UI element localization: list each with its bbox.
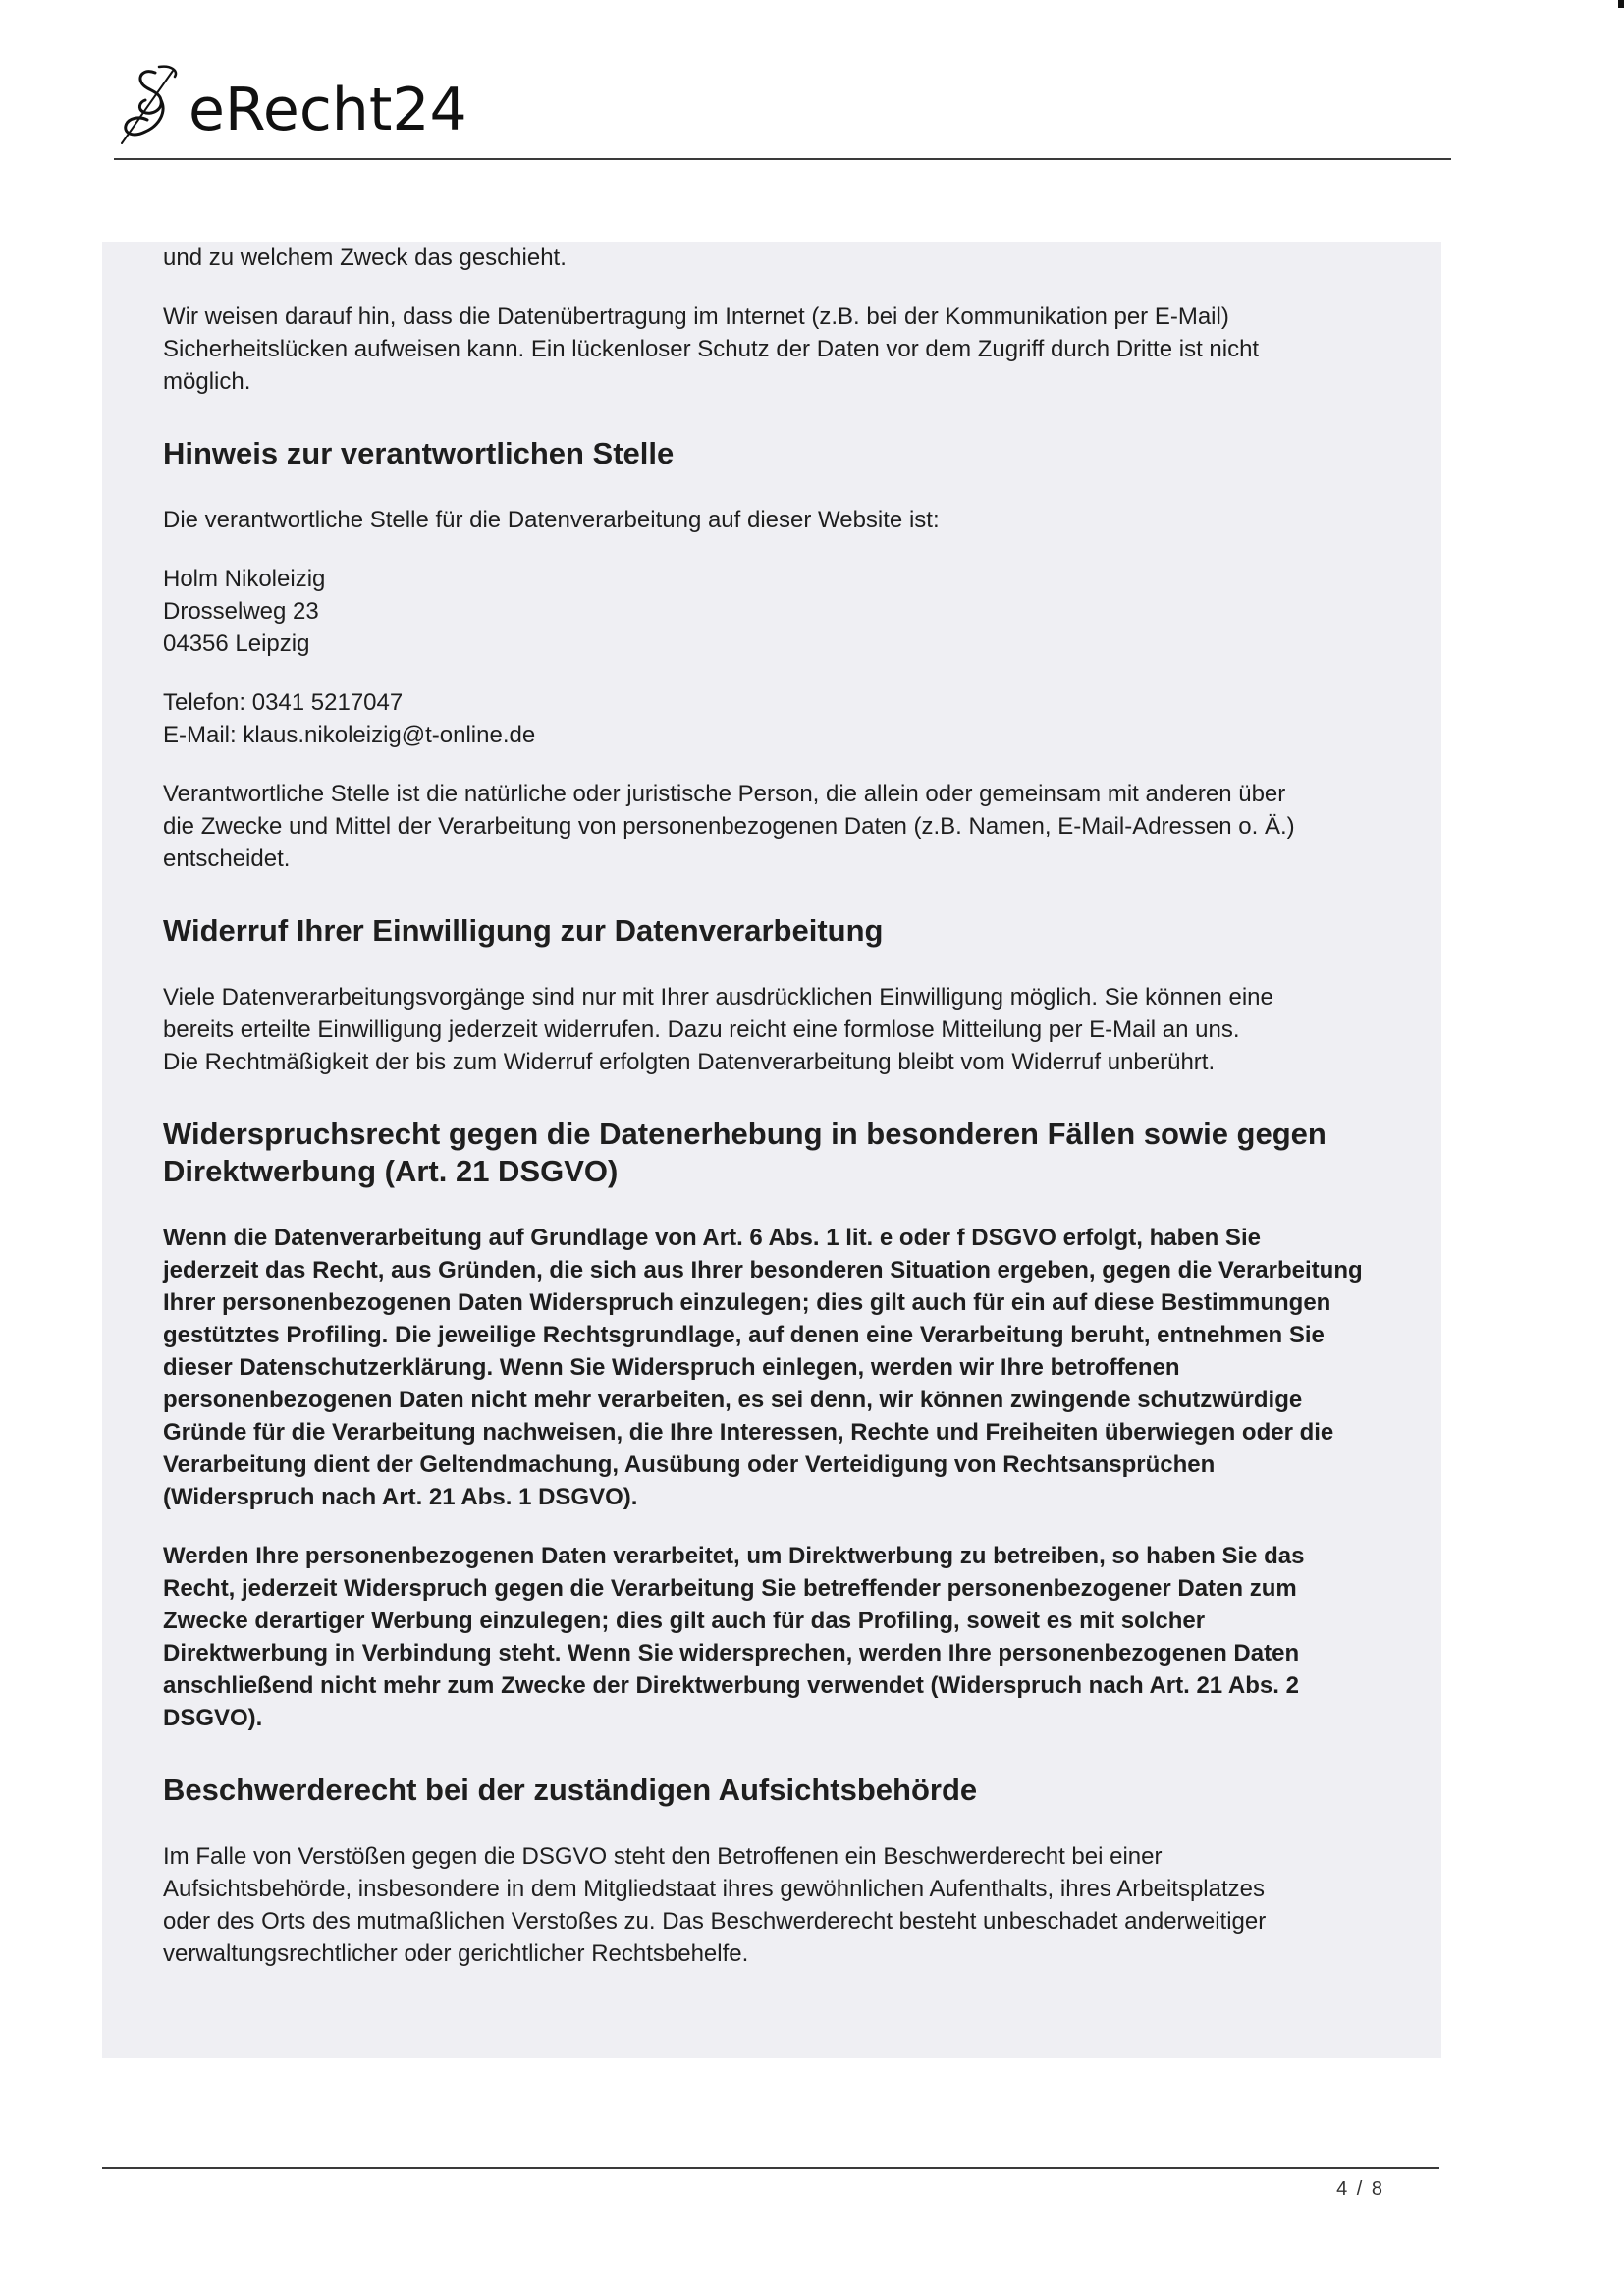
section-heading-objection xyxy=(163,1116,1400,1190)
responsible-city: 04356 Leipzig xyxy=(163,630,310,657)
text-line: verwaltungsrechtlicher oder gerichtlicher Rechtsbehelfe. xyxy=(163,1940,749,1967)
text-line: Wir weisen darauf hin, dass die Datenübertragung im Internet (z.B. bei der Kommunikation per E-Mail) xyxy=(163,303,1229,330)
objection-paragraph-2 xyxy=(163,1540,1400,1734)
heading-line: Direktwerbung (Art. 21 DSGVO) xyxy=(163,1154,619,1188)
text-line: oder des Orts des mutmaßlichen Verstoßes zu. Das Beschwerderecht besteht unbeschadet anderweitiger xyxy=(163,1908,1267,1935)
text-line: Sicherheitslücken aufweisen kann. Ein lückenloser Schutz der Daten vor dem Zugriff durch Dritte ist nicht xyxy=(163,336,1260,362)
erecht24-logo xyxy=(116,61,467,149)
text-line: Verarbeitung dient der Geltendmachung, Ausübung oder Verteidigung von Rechtsansprüchen xyxy=(163,1451,1216,1478)
paragraph-logo-icon xyxy=(116,61,185,149)
text-line: Zwecke derartiger Werbung einzulegen; dies gilt auch für das Profiling, soweit es mit solcher xyxy=(163,1608,1206,1634)
text-line: Ihrer personenbezogenen Daten Widerspruch einzulegen; dies gilt auch für ein auf diese Bestimmungen xyxy=(163,1289,1331,1316)
text-line: die Zwecke und Mittel der Verarbeitung von personenbezogenen Daten (z.B. Namen, E-Mail-Adressen o. Ä.) xyxy=(163,813,1295,840)
text-line: Direktwerbung in Verbindung steht. Wenn Sie widersprechen, werden Ihre personenbezogenen Daten xyxy=(163,1640,1300,1667)
page-number: 4 / 8 xyxy=(1336,2178,1384,2200)
responsible-phone: Telefon: 0341 5217047 xyxy=(163,689,404,716)
text-line: Werden Ihre personenbezogenen Daten verarbeitet, um Direktwerbung zu betreiben, so haben Sie das xyxy=(163,1543,1305,1569)
text-line: DSGVO). xyxy=(163,1705,263,1731)
intro-fragment: und zu welchem Zweck das geschieht. xyxy=(163,245,567,271)
text-line: Recht, jederzeit Widerspruch gegen die Verarbeitung Sie betreffender personenbezogener Daten zum xyxy=(163,1575,1297,1602)
text-line: personenbezogenen Daten nicht mehr verarbeiten, es sei denn, wir können zwingende schutzwürdige xyxy=(163,1387,1303,1413)
header-divider xyxy=(114,158,1451,160)
text-line: dieser Datenschutzerklärung. Wenn Sie Widerspruch einlegen, werden wir Ihre betroffenen xyxy=(163,1354,1180,1381)
text-line: entscheidet. xyxy=(163,846,291,872)
responsible-name: Holm Nikoleizig xyxy=(163,566,326,592)
text-line: Verantwortliche Stelle ist die natürliche oder juristische Person, die allein oder gemeinsam mit anderen über xyxy=(163,781,1286,807)
heading-line: Widerspruchsrecht gegen die Datenerhebung in besonderen Fällen sowie gegen xyxy=(163,1117,1326,1151)
text-line: möglich. xyxy=(163,368,251,395)
text-line: Die Rechtmäßigkeit der bis zum Widerruf erfolgten Datenverarbeitung bleibt vom Widerruf unberührt. xyxy=(163,1049,1216,1075)
responsible-address xyxy=(163,563,1400,660)
section-heading-complaint: Beschwerderecht bei der zuständigen Aufsichtsbehörde xyxy=(163,1773,978,1807)
complaint-paragraph xyxy=(163,1840,1400,1970)
text-line: (Widerspruch nach Art. 21 Abs. 1 DSGVO). xyxy=(163,1484,638,1510)
responsible-intro: Die verantwortliche Stelle für die Datenverarbeitung auf dieser Website ist: xyxy=(163,507,940,533)
responsible-definition xyxy=(163,778,1400,875)
text-line: Gründe für die Verarbeitung nachweisen, die Ihre Interessen, Rechte und Freiheiten überwiegen oder die xyxy=(163,1419,1334,1446)
logo-text: eRecht24 xyxy=(189,76,467,144)
text-line: Im Falle von Verstößen gegen die DSGVO steht den Betroffenen ein Beschwerderecht bei einer xyxy=(163,1843,1163,1870)
objection-paragraph-1 xyxy=(163,1222,1400,1513)
responsible-street: Drosselweg 23 xyxy=(163,598,319,625)
text-line: anschließend nicht mehr zum Zwecke der Direktwerbung verwendet (Widerspruch nach Art. 21 Abs. 2 xyxy=(163,1672,1299,1699)
section-heading-revocation: Widerruf Ihrer Einwilligung zur Datenverarbeitung xyxy=(163,913,884,948)
footer-divider xyxy=(102,2167,1439,2169)
text-line: Viele Datenverarbeitungsvorgänge sind nur mit Ihrer ausdrücklichen Einwilligung möglich. Sie können eine xyxy=(163,984,1273,1011)
text-line: Wenn die Datenverarbeitung auf Grundlage von Art. 6 Abs. 1 lit. e oder f DSGVO erfolgt, haben Sie xyxy=(163,1225,1261,1251)
revocation-paragraph xyxy=(163,981,1400,1078)
responsible-contact xyxy=(163,686,1400,751)
responsible-email: E-Mail: klaus.nikoleizig@t-online.de xyxy=(163,722,536,748)
text-line: jederzeit das Recht, aus Gründen, die sich aus Ihrer besonderen Situation ergeben, gegen die Verarbeitung xyxy=(163,1257,1363,1284)
document-body xyxy=(163,242,1400,1970)
text-line: Aufsichtsbehörde, insbesondere in dem Mitgliedstaat ihres gewöhnlichen Aufenthalts, ihres Arbeitsplatzes xyxy=(163,1876,1265,1902)
text-line: gestütztes Profiling. Die jeweilige Rechtsgrundlage, auf denen eine Verarbeitung beruht, entnehmen Sie xyxy=(163,1322,1325,1348)
security-paragraph xyxy=(163,301,1400,398)
scan-edge-mark xyxy=(1618,0,1624,8)
text-line: bereits erteilte Einwilligung jederzeit widerrufen. Dazu reicht eine formlose Mitteilung per E-Mail an uns. xyxy=(163,1016,1240,1043)
section-heading-responsible: Hinweis zur verantwortlichen Stelle xyxy=(163,436,675,470)
